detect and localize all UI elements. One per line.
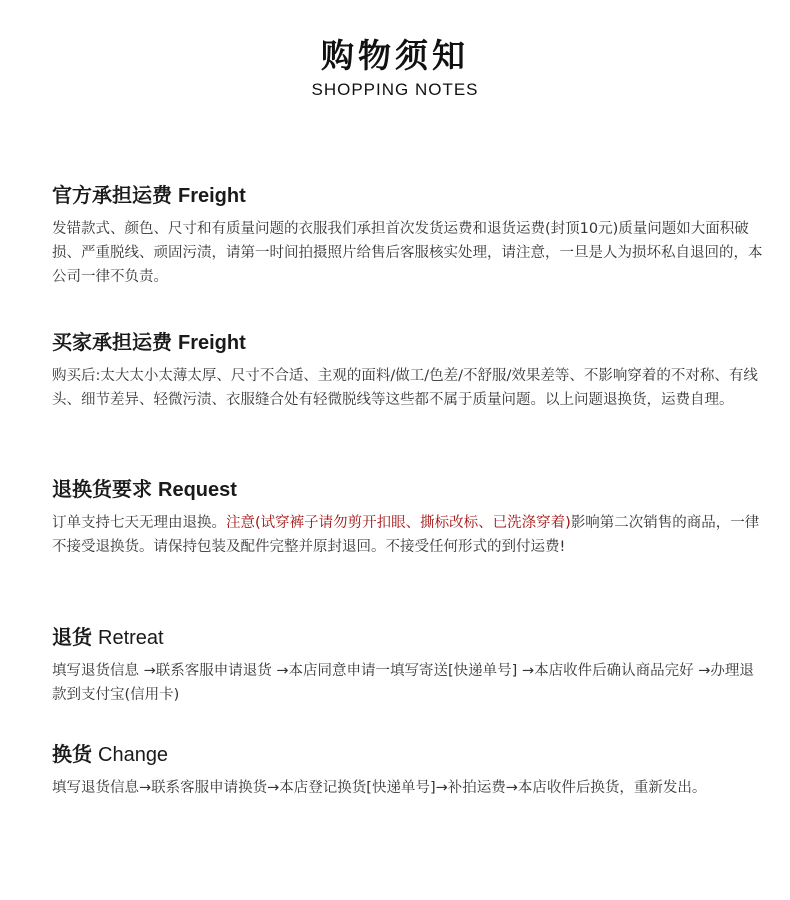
body-text-warning: 注意(试穿裤子请勿剪开扣眼、撕标改标、已洗涤穿着) (226, 515, 571, 531)
section-buyer-freight (52, 329, 764, 412)
section-heading-en: Freight (178, 332, 246, 354)
section-heading (52, 476, 764, 503)
section-heading-en: Freight (178, 185, 246, 207)
section-heading-cn: 退换货要求 (52, 477, 152, 501)
section-heading-en: Request (158, 479, 237, 501)
page-header (0, 36, 790, 100)
body-text-before: 订单支持七天无理由退换。 (52, 515, 226, 531)
section-heading-en: Change (98, 744, 169, 766)
section-heading-cn: 官方承担运费 (52, 183, 172, 207)
body-text-after: 影响第二次销售的商品，一律不接受退换货。请保持包装及配件完整并原封退回。不接受任何形式的到付运费! (52, 515, 760, 555)
section-retreat (52, 624, 764, 707)
section-change (52, 741, 764, 800)
page-title: 购物须知 (321, 36, 469, 75)
page-subtitle: SHOPPING NOTES (311, 80, 479, 99)
section-body: 购买后:太大太小太薄太厚、尺寸不合适、主观的面料/做工/色差/不舒服/效果差等、不影响穿着的不对称、有线头、细节差异、轻微污渍、衣服缝合处有轻微脱线等这些都不属于质量问题。以上问题退换货，运费自理。 (52, 368, 758, 408)
section-return-request (52, 476, 764, 559)
section-heading-en: Retreat (98, 627, 164, 649)
section-body (52, 511, 764, 559)
section-heading-cn: 买家承担运费 (52, 330, 172, 354)
section-body: 填写退货信息 →联系客服申请退货 →本店同意申请一填写寄送[快递单号] →本店收件后确认商品完好 →办理退款到支付宝(信用卡) (52, 663, 754, 703)
section-heading (52, 329, 764, 356)
section-heading (52, 741, 764, 768)
section-heading (52, 182, 764, 209)
section-heading-cn: 退货 (52, 625, 92, 649)
section-body: 填写退货信息→联系客服申请换货→本店登记换货[快递单号]→补拍运费→本店收件后换货，重新发出。 (52, 780, 707, 796)
section-heading-cn: 换货 (52, 742, 92, 766)
section-heading (52, 624, 764, 651)
section-official-freight (52, 182, 764, 289)
section-body: 发错款式、颜色、尺寸和有质量问题的衣服我们承担首次发货运费和退货运费(封顶10元)质量问题如大面积破损、严重脱线、顽固污渍，请第一时间拍摄照片给售后客服核实处理，请注意，一旦是人为损坏私自退回的，本公司一律不负责。 (52, 221, 763, 285)
